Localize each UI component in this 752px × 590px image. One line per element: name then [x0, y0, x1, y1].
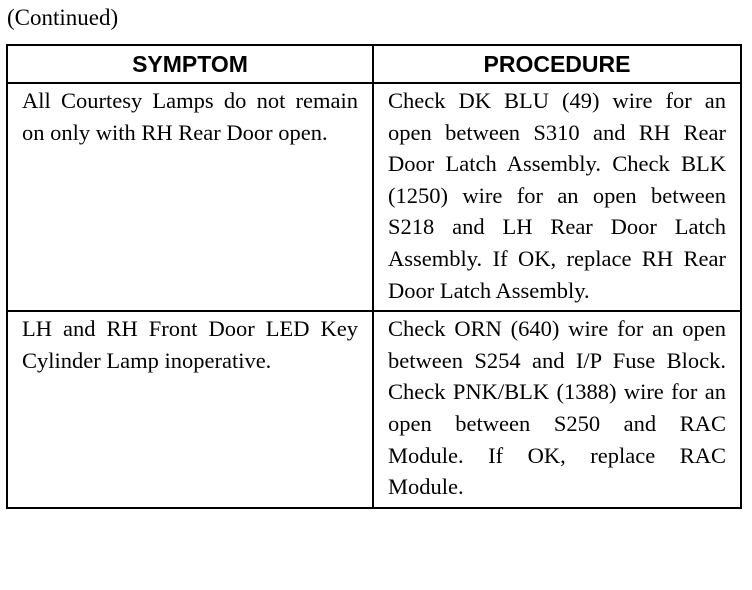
procedure-cell: Check DK BLU (49) wire for an open between S310 and RH Rear Door Latch Assembly. Check BLK (1250) wire for an open between S218 and LH Rear Door Latch Assembly. If OK, replace RH Rear Door Latch Assembly.: [373, 83, 741, 311]
procedure-column-header: PROCEDURE: [373, 45, 741, 83]
symptom-procedure-table: [6, 44, 742, 509]
procedure-cell: Check ORN (640) wire for an open between S254 and I/P Fuse Block. Check PNK/BLK (1388) wire for an open between S250 and RAC Module. If OK, replace RAC Module.: [373, 311, 741, 508]
continued-label: (Continued): [7, 5, 119, 30]
table-row: [7, 311, 741, 508]
symptom-cell: All Courtesy Lamps do not remain on only with RH Rear Door open.: [7, 83, 373, 311]
table-row: [7, 83, 741, 311]
symptom-column-header: SYMPTOM: [7, 45, 373, 83]
table-header-row: [7, 45, 741, 83]
symptom-cell: LH and RH Front Door LED Key Cylinder Lamp inoperative.: [7, 311, 373, 508]
